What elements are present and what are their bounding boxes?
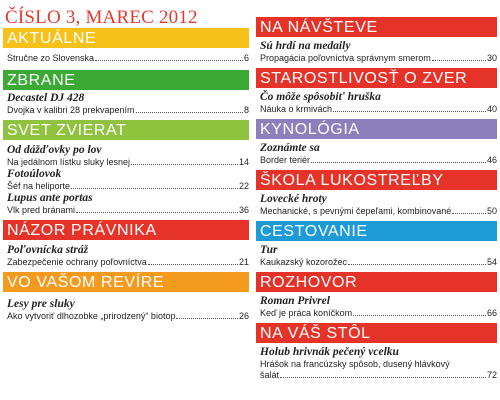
toc-entry[interactable] bbox=[256, 292, 497, 319]
section-na-navsteve bbox=[256, 0, 497, 64]
entry-title: Poľovnícka stráž bbox=[7, 244, 89, 256]
entry-description: Ako vytvoriť dlhozobke „prirodzený“ biotop bbox=[7, 311, 176, 321]
toc-entry[interactable] bbox=[256, 139, 497, 166]
page-number: 30 bbox=[486, 53, 497, 63]
dot-leader bbox=[311, 156, 486, 163]
page-number: 40 bbox=[486, 104, 497, 114]
entry-description: Keď je práca koníčkom bbox=[260, 308, 353, 318]
section-bar-zbrane: ZBRANE bbox=[3, 70, 249, 90]
section-bar-kynologia: KYNOLÓGIA bbox=[256, 119, 497, 139]
section-kynologia bbox=[256, 119, 497, 166]
toc-entry[interactable] bbox=[3, 168, 249, 192]
toc-entry[interactable] bbox=[256, 88, 497, 115]
toc-entry[interactable] bbox=[256, 37, 497, 64]
issue-masthead: ČÍSLO 3, MAREC 2012 bbox=[5, 7, 198, 28]
section-bar-starostlivost-o-zver: STAROSTLIVOSŤ O ZVER bbox=[256, 68, 497, 88]
dot-leader bbox=[131, 158, 238, 165]
entry-description: Vlk pred bránami bbox=[7, 205, 76, 215]
entry-description-line bbox=[260, 53, 497, 64]
section-bar-na-navsteve: NA NÁVŠTEVE bbox=[256, 17, 497, 37]
entry-description: Stručne zo Slovenska bbox=[7, 53, 95, 63]
entry-description: Šéf na heliporte bbox=[7, 181, 71, 191]
section-skola-lukostrelby bbox=[256, 170, 497, 217]
toc-entry[interactable] bbox=[3, 90, 249, 116]
entry-title: Od dážďovky po lov bbox=[7, 144, 102, 156]
page-number: 22 bbox=[238, 181, 249, 191]
toc-entry[interactable] bbox=[256, 343, 497, 381]
dot-leader bbox=[353, 309, 486, 316]
page-number: 46 bbox=[486, 155, 497, 165]
entry-title: Zoznámte sa bbox=[260, 142, 320, 154]
entry-description-line bbox=[260, 104, 497, 115]
section-bar-na-vas-stol: NA VÁŠ STÔL bbox=[256, 323, 497, 343]
section-na-vas-stol bbox=[256, 323, 497, 381]
entry-description-line bbox=[7, 205, 249, 216]
entry-description-line bbox=[7, 53, 249, 64]
section-bar-rozhovor: ROZHOVOR bbox=[256, 272, 497, 292]
dot-leader bbox=[136, 106, 243, 113]
section-starostlivost-o-zver bbox=[256, 68, 497, 115]
entry-description-continued: šalát bbox=[260, 370, 280, 380]
left-column bbox=[3, 0, 249, 322]
section-svet-zvierat bbox=[3, 120, 249, 216]
entry-title: Roman Privrel bbox=[260, 295, 330, 307]
entry-description-line bbox=[260, 206, 497, 217]
section-bar-nazor-pravnika: NÁZOR PRÁVNIKA bbox=[3, 220, 249, 240]
entry-description: Propagácia poľovníctva správnym smerom bbox=[260, 53, 431, 63]
section-zbrane bbox=[3, 70, 249, 116]
toc-entry[interactable] bbox=[3, 292, 249, 322]
entry-description: Hrášok na francúzsky spôsob, dusený hlávkový bbox=[260, 359, 450, 369]
toc-entry[interactable] bbox=[3, 48, 249, 64]
dot-leader bbox=[348, 258, 486, 265]
entry-description: Kaukazský kozorožec bbox=[260, 257, 348, 267]
dot-leader bbox=[432, 54, 486, 61]
entry-title: Lovecké hroty bbox=[260, 193, 327, 205]
page-number: 6 bbox=[243, 53, 249, 63]
entry-description-line bbox=[260, 359, 497, 370]
page-number: 54 bbox=[486, 257, 497, 267]
toc-entry[interactable] bbox=[3, 192, 249, 216]
section-bar-svet-zvierat: SVET ZVIERAT bbox=[3, 120, 249, 140]
dot-leader bbox=[452, 207, 486, 214]
section-bar-skola-lukostrelby: ŠKOLA LUKOSTREĽBY bbox=[256, 170, 497, 190]
entry-description-line bbox=[7, 105, 249, 116]
entry-description-line bbox=[7, 181, 249, 192]
entry-title: Lesy pre sluky bbox=[7, 298, 75, 310]
toc-entry[interactable] bbox=[256, 241, 497, 268]
entry-description-line bbox=[260, 308, 497, 319]
dot-leader bbox=[71, 182, 238, 189]
page-number: 21 bbox=[238, 257, 249, 267]
entry-description-line bbox=[7, 311, 249, 322]
entry-description-line bbox=[260, 370, 497, 381]
section-cestovanie bbox=[256, 221, 497, 268]
section-bar-aktualne: AKTUÁLNE bbox=[3, 28, 249, 48]
entry-title: Decastel DJ 428 bbox=[7, 92, 85, 104]
page-number: 26 bbox=[238, 311, 249, 321]
toc-entry[interactable] bbox=[3, 140, 249, 168]
entry-title: Lupus ante portas bbox=[7, 192, 93, 204]
page-number: 50 bbox=[486, 206, 497, 216]
entry-title: Čo môže spôsobiť hruška bbox=[260, 91, 381, 103]
page-number: 14 bbox=[238, 157, 249, 167]
entry-title: Tur bbox=[260, 244, 278, 256]
entry-description: Dvojka v kalibri 28 prekvapením bbox=[7, 105, 135, 115]
dot-leader bbox=[280, 371, 486, 378]
page-number: 66 bbox=[486, 308, 497, 318]
entry-description-line bbox=[7, 157, 249, 168]
entry-description-line bbox=[260, 257, 497, 268]
page-number: 36 bbox=[238, 205, 249, 215]
right-column bbox=[256, 0, 497, 381]
dot-leader bbox=[333, 105, 486, 112]
toc-entry[interactable] bbox=[3, 240, 249, 268]
dot-leader bbox=[176, 312, 238, 319]
section-bar-vo-vasom-revire: VO VAŠOM REVÍRE bbox=[3, 272, 249, 292]
dot-leader bbox=[148, 258, 238, 265]
toc-entry[interactable] bbox=[256, 190, 497, 217]
entry-title: Fotoúlovok bbox=[7, 168, 62, 180]
entry-description: Border teriér bbox=[260, 155, 311, 165]
entry-title: Sú hrdí na medaily bbox=[260, 40, 351, 52]
dot-leader bbox=[76, 206, 238, 213]
section-bar-cestovanie: CESTOVANIE bbox=[256, 221, 497, 241]
entry-title: Holub hrivnák pečený vcelku bbox=[260, 346, 399, 358]
entry-description: Na jedálnom lístku sluky lesnej bbox=[7, 157, 131, 167]
section-vo-vasom-revire bbox=[3, 272, 249, 322]
entry-description: Mechanické, s pevnými čepeľami, kombinované bbox=[260, 206, 452, 216]
page-number: 8 bbox=[243, 105, 249, 115]
entry-description: Zabezpečenie ochrany poľovníctva bbox=[7, 257, 147, 267]
section-nazor-pravnika bbox=[3, 220, 249, 268]
dot-leader bbox=[95, 54, 243, 61]
section-aktualne bbox=[3, 28, 249, 64]
entry-description-line bbox=[260, 155, 497, 166]
entry-description: Náuka o krmivách bbox=[260, 104, 333, 114]
page-number: 72 bbox=[486, 370, 497, 380]
section-rozhovor bbox=[256, 272, 497, 319]
entry-description-line bbox=[7, 257, 249, 268]
